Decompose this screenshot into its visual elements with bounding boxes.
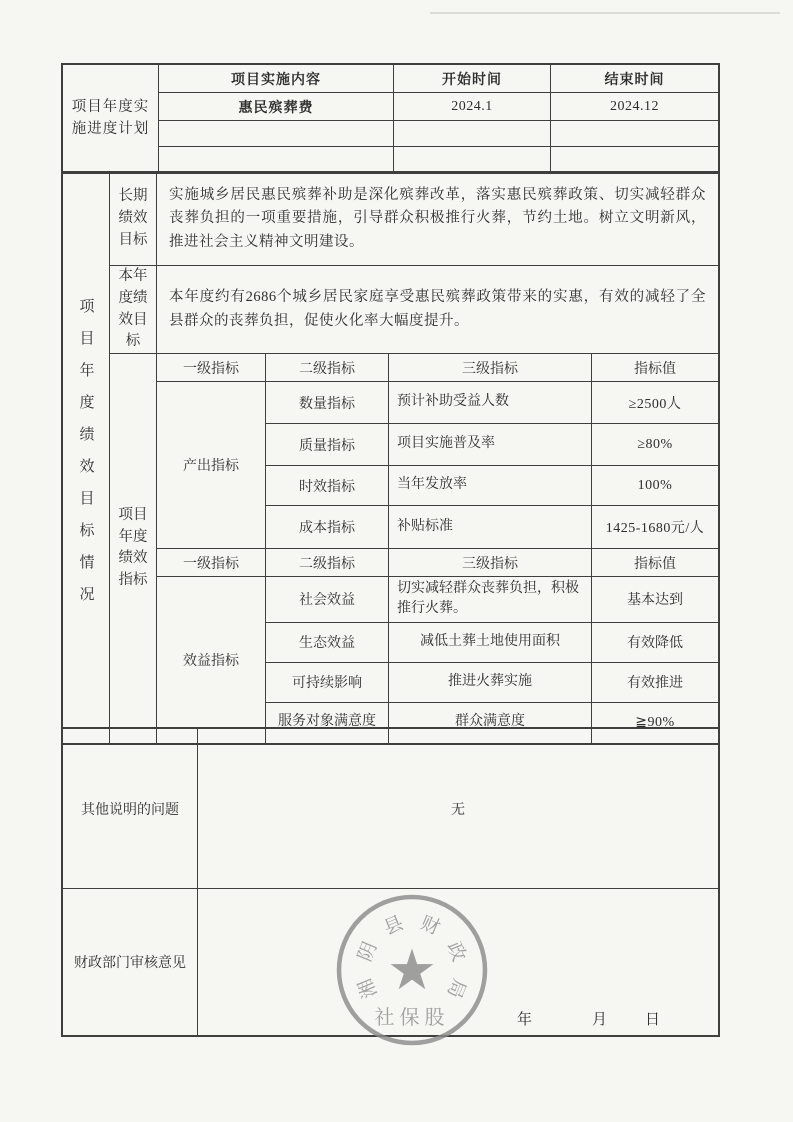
date-year-label: 年 [516, 1012, 532, 1028]
indicator-value: 有效降低 [592, 622, 719, 662]
indicator-value: ≧90% [592, 702, 719, 743]
annual-goal-text-cell [157, 266, 719, 354]
indicator-value: 1425-1680元/人 [592, 506, 719, 549]
indicator-level2: 服务对象满意度 [266, 702, 389, 743]
indicator-level2: 时效指标 [266, 466, 389, 506]
indicator-level3: 当年发放率 [389, 466, 592, 506]
indicator-level3: 预计补助受益人数 [389, 382, 592, 424]
schedule-empty-cell [159, 121, 394, 147]
indicator-value: 有效推进 [592, 662, 719, 702]
schedule-header-content: 项目实施内容 [159, 65, 394, 93]
indicator-header-level2: 二级指标 [266, 354, 389, 382]
schedule-project-name: 惠民殡葬费 [159, 93, 394, 121]
date-line [517, 1008, 660, 1029]
long-term-goal-label: 长期绩效目标 [118, 188, 148, 248]
indicator-header2-level1: 一级指标 [157, 549, 266, 577]
seal-arc-char: 湘 [354, 975, 382, 1001]
output-group-label: 产出指标 [157, 382, 266, 549]
indicator-header2-value: 指标值 [592, 549, 719, 577]
seal-arc-char: 政 [442, 939, 470, 965]
indicator-level3: 项目实施普及率 [389, 424, 592, 466]
indicator-level3: 切实减轻群众丧葬负担，积极推行火葬。 [389, 577, 592, 623]
annual-goal-text: 本年度约有2686个城乡居民家庭享受惠民殡葬政策带来的实惠，有效的减轻了全县群众的丧葬负担，促使火化率大幅度提升。 [169, 289, 706, 329]
indicator-level2: 可持续影响 [266, 662, 389, 702]
schedule-empty-cell [159, 147, 394, 173]
review-label: 财政部门审核意见 [63, 889, 198, 1036]
schedule-empty-cell [551, 121, 719, 147]
other-issues-value: 无 [198, 729, 719, 889]
indicator-level2: 生态效益 [266, 622, 389, 662]
schedule-row-1 [63, 93, 719, 121]
indicators-label: 项目年度绩效指标 [118, 506, 148, 589]
long-term-goal-text-cell [157, 173, 719, 266]
indicator-level3: 推进火葬实施 [389, 662, 592, 702]
indicator-value: 基本达到 [592, 577, 719, 623]
indicator-value: ≥80% [592, 424, 719, 466]
indicator-level3: 补贴标准 [389, 506, 592, 549]
schedule-row-label [63, 65, 159, 173]
performance-section-label-cell [63, 173, 110, 744]
benefit-group-label: 效益指标 [157, 577, 266, 744]
indicator-header-value: 指标值 [592, 354, 719, 382]
long-term-goal-text: 实施城乡居民惠民殡葬补助是深化殡葬改革，落实惠民殡葬政策、切实减轻群众丧葬负担的一项重要措施，引导群众积极推行火葬，节约土地。树立文明新风，推进社会主义精神文明建设。 [169, 187, 706, 250]
date-month-label: 月 [591, 1012, 607, 1028]
seal-arc-char: 财 [417, 912, 443, 940]
seal-arc-char: 局 [442, 975, 470, 1001]
date-day-label: 日 [644, 1012, 660, 1028]
table-row [63, 577, 719, 623]
performance-section-label: 项目年度绩效目标情况 [77, 297, 94, 618]
table-row [63, 382, 719, 424]
annual-goal-label: 本年度绩效目标 [118, 268, 148, 350]
indicator-value: ≥2500人 [592, 382, 719, 424]
seal-arc-char: 县 [381, 912, 407, 940]
indicator-level3: 减低土葬土地使用面积 [389, 622, 592, 662]
indicator-header2-level2: 二级指标 [266, 549, 389, 577]
indicator-level2: 质量指标 [266, 424, 389, 466]
seal-bottom-text: 社保股 [374, 1007, 450, 1029]
schedule-start-date: 2024.1 [394, 93, 551, 121]
indicator-level3: 群众满意度 [389, 702, 592, 743]
annual-goal-label-cell [110, 266, 157, 354]
schedule-empty-cell [394, 121, 551, 147]
schedule-row-3 [63, 147, 719, 173]
scan-artifact [430, 12, 780, 14]
schedule-end-date: 2024.12 [551, 93, 719, 121]
indicator-header-level3: 三级指标 [389, 354, 592, 382]
indicator-header2-level3: 三级指标 [389, 549, 592, 577]
seal-star-icon: ★ [386, 938, 438, 1003]
long-term-goal-label-cell [110, 173, 157, 266]
schedule-header-start: 开始时间 [394, 65, 551, 93]
other-issues-label: 其他说明的问题 [63, 729, 198, 889]
schedule-empty-cell [394, 147, 551, 173]
indicators-label-cell [110, 354, 157, 744]
indicator-header-level1: 一级指标 [157, 354, 266, 382]
official-seal-stamp [333, 891, 491, 1049]
indicator-level2: 数量指标 [266, 382, 389, 424]
schedule-row-label-text: 项目年度实施进度计划 [71, 99, 150, 137]
indicator-level2: 成本指标 [266, 506, 389, 549]
seal-arc-char: 阴 [354, 939, 382, 965]
performance-table [62, 172, 719, 744]
schedule-header-end: 结束时间 [551, 65, 719, 93]
schedule-empty-cell [551, 147, 719, 173]
schedule-table [62, 64, 719, 173]
schedule-row-2 [63, 121, 719, 147]
indicator-value: 100% [592, 466, 719, 506]
indicator-level2: 社会效益 [266, 577, 389, 623]
